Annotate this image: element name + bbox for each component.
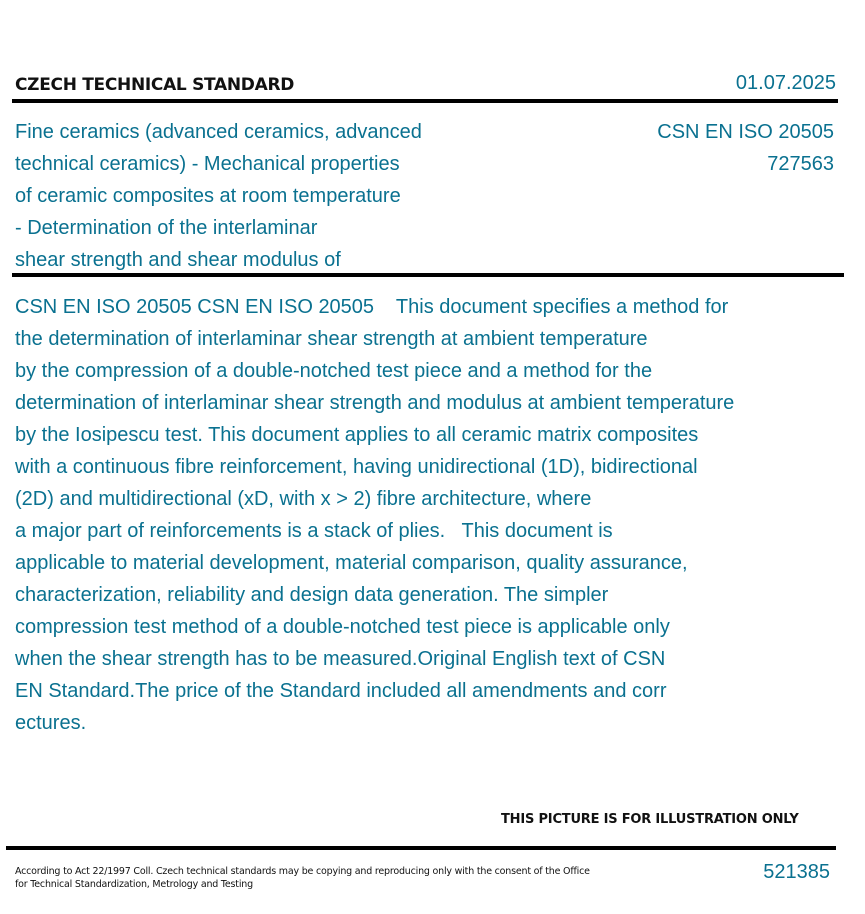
abstract-line: by the Iosipescu test. This document applies to all ceramic matrix composites bbox=[15, 424, 699, 446]
abstract-line: by the compression of a double-notched test piece and a method for the bbox=[15, 360, 653, 382]
abstract-line: compression test method of a double-notched test piece is applicable only bbox=[15, 616, 670, 638]
abstract-line: with a continuous fibre reinforcement, having unidirectional (1D), bidirectional bbox=[15, 456, 698, 478]
document-title bbox=[15, 116, 485, 276]
title-line: Fine ceramics (advanced ceramics, advanced bbox=[15, 121, 422, 143]
legal-line: According to Act 22/1997 Coll. Czech technical standards may be copying and reproducing only with the consent of the Office bbox=[15, 866, 590, 877]
title-divider bbox=[12, 273, 844, 277]
standard-type-label: CZECH TECHNICAL STANDARD bbox=[15, 75, 295, 95]
abstract-line: a major part of reinforcements is a stack of plies. This document is bbox=[15, 520, 613, 542]
catalog-number: 727563 bbox=[767, 153, 834, 175]
title-line: shear strength and shear modulus of bbox=[15, 249, 341, 271]
title-line: technical ceramics) - Mechanical properties bbox=[15, 153, 400, 175]
publication-date: 01.07.2025 bbox=[735, 72, 836, 94]
illustration-notice: THIS PICTURE IS FOR ILLUSTRATION ONLY bbox=[501, 812, 799, 827]
title-line: of ceramic composites at room temperature bbox=[15, 185, 401, 207]
abstract-line: EN Standard.The price of the Standard included all amendments and corr bbox=[15, 680, 667, 702]
abstract-line: characterization, reliability and design data generation. The simpler bbox=[15, 584, 609, 606]
abstract-line: CSN EN ISO 20505 CSN EN ISO 20505 This document specifies a method for bbox=[15, 296, 729, 318]
abstract-line: the determination of interlaminar shear strength at ambient temperature bbox=[15, 328, 648, 350]
legal-notice bbox=[15, 865, 590, 891]
abstract-line: (2D) and multidirectional (xD, with x > 2) fibre architecture, where bbox=[15, 488, 592, 510]
abstract-line: ectures. bbox=[15, 712, 87, 734]
header-divider bbox=[12, 99, 838, 103]
abstract-line: determination of interlaminar shear strength and modulus at ambient temperature bbox=[15, 392, 735, 414]
abstract-line: when the shear strength has to be measured.Original English text of CSN bbox=[15, 648, 666, 670]
footer-divider bbox=[6, 846, 836, 850]
legal-line: for Technical Standardization, Metrology and Testing bbox=[15, 879, 253, 890]
abstract-line: applicable to material development, material comparison, quality assurance, bbox=[15, 552, 688, 574]
title-line: - Determination of the interlaminar bbox=[15, 217, 318, 239]
document-abstract bbox=[15, 291, 835, 739]
footer-reference-number: 521385 bbox=[763, 861, 830, 883]
identifier-block bbox=[657, 116, 834, 180]
standard-designation: CSN EN ISO 20505 bbox=[657, 121, 834, 143]
